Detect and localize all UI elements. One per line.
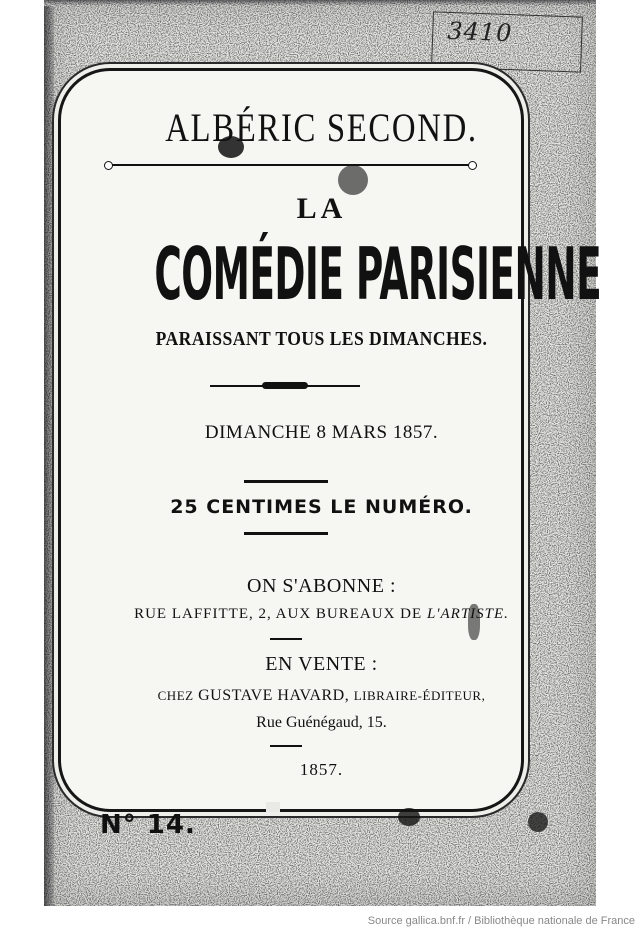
library-shelfmark-stamp: 3410 bbox=[431, 11, 583, 72]
short-rule bbox=[270, 638, 302, 640]
seller-street: Rue Guénégaud, 15. bbox=[256, 714, 387, 731]
issue-date: DIMANCHE 8 MARS 1857. bbox=[204, 422, 439, 443]
rule-end-dot bbox=[104, 161, 113, 170]
short-rule bbox=[270, 745, 302, 747]
ink-blot bbox=[398, 808, 420, 826]
subscribe-address-text: RUE LAFFITTE, 2, AUX BUREAUX DE bbox=[134, 606, 423, 622]
ornamental-rule bbox=[108, 164, 472, 166]
title-article: LA bbox=[296, 192, 347, 225]
seller-role: LIBRAIRE-ÉDITEUR, bbox=[353, 688, 486, 703]
seller-name: GUSTAVE HAVARD, bbox=[198, 687, 350, 704]
publication-year: 1857. bbox=[299, 760, 344, 779]
source-credit: Source gallica.bnf.fr / Bibliothèque nationale de France bbox=[367, 915, 635, 927]
seller-line bbox=[0, 687, 643, 705]
seller-prefix: CHEZ bbox=[157, 688, 194, 703]
frame-gap bbox=[266, 802, 280, 812]
rule-end-dot bbox=[468, 161, 477, 170]
author-name: ALBÉRIC SECOND. bbox=[165, 105, 478, 150]
divider-rule bbox=[244, 532, 328, 535]
subscribe-address-publication: L'ARTISTE. bbox=[426, 606, 509, 622]
subscribe-heading: ON S'ABONNE : bbox=[247, 575, 396, 597]
issue-number: N° 14. bbox=[100, 810, 196, 840]
publication-title: COMÉDIE PARISIENNE bbox=[154, 232, 602, 316]
publication-subtitle: PARAISSANT TOUS LES DIMANCHES. bbox=[155, 328, 488, 350]
rule-ornament bbox=[262, 382, 308, 389]
divider-rule bbox=[244, 480, 328, 483]
ink-blot bbox=[528, 812, 548, 832]
sale-heading: EN VENTE : bbox=[265, 653, 378, 675]
issue-price: 25 CENTIMES LE NUMÉRO. bbox=[170, 496, 473, 518]
subscribe-address bbox=[0, 606, 643, 623]
ink-blot bbox=[338, 165, 368, 195]
